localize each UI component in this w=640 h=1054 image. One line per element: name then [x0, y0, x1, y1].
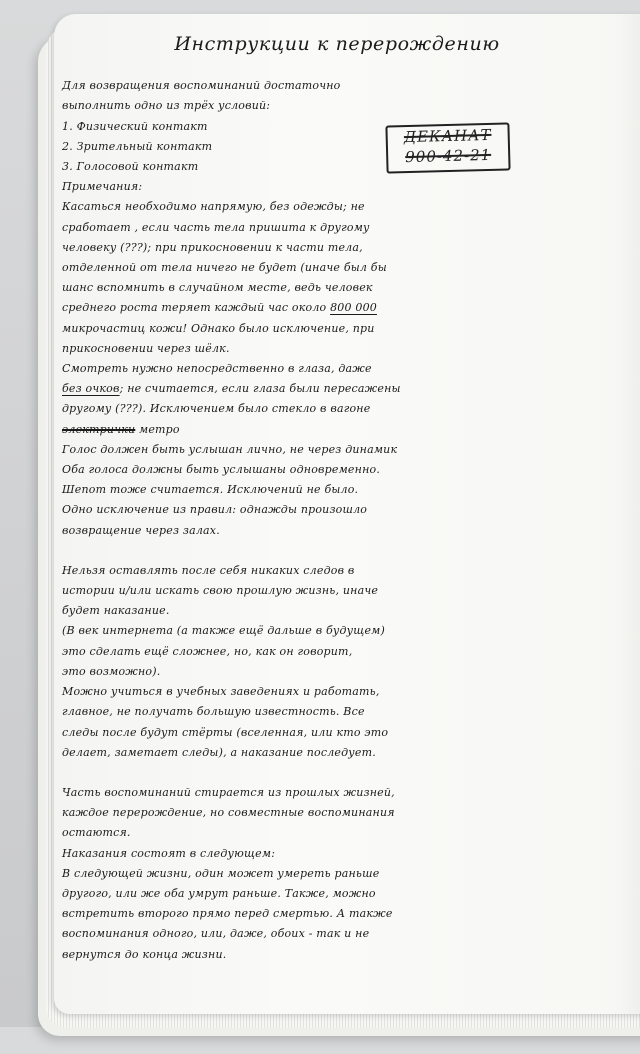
note-line: микрочастиц кожи! Однако было исключение, при [62, 321, 375, 335]
underlined-number: 800 000 [330, 301, 377, 315]
note-line: другому (???). Исключением было стекло в вагоне [62, 402, 371, 416]
crossed-out-contact-box [385, 122, 510, 173]
note-line: встретить второго прямо перед смертью. А также [62, 907, 393, 921]
note-line [62, 298, 640, 318]
note-line: Наказания состоят в следующем: [62, 846, 276, 860]
handwritten-note [62, 34, 640, 965]
note-line [62, 420, 640, 440]
note-line: будет наказание. [62, 604, 170, 618]
condition-item: 3. Голосовой контакт [62, 160, 199, 174]
note-line: Можно учиться в учебных заведениях и работать, [62, 685, 380, 699]
condition-item: 1. Физический контакт [62, 119, 208, 133]
note-line: другого, или же оба умрут раньше. Также, можно [62, 886, 376, 900]
note-line: шанс вспомнить в случайном месте, ведь человек [62, 281, 373, 295]
note-line: Смотреть нужно непосредственно в глаза, даже [62, 362, 372, 376]
note-line: отделенной от тела ничего не будет (иначе был бы [62, 261, 387, 275]
note-line: Одно исключение из правил: однажды произошло [62, 503, 368, 517]
note-line: каждое перерождение, но совместные воспоминания [62, 806, 395, 820]
condition-item: 2. Зрительный контакт [62, 139, 213, 153]
note-line [62, 379, 640, 399]
note-text: среднего роста теряет каждый час около [62, 301, 331, 315]
note-line: воспоминания одного, или, даже, обоих - так и не [62, 927, 370, 941]
note-line: (В век интернета (а также ещё дальше в будущем) [62, 624, 385, 638]
crossed-out-name: ДЕКАНАТ [403, 125, 492, 147]
note-line: В следующей жизни, один может умереть раньше [62, 866, 380, 880]
underlined-text: без очков [62, 382, 120, 396]
note-text: метро [135, 422, 180, 436]
note-line: Голос должен быть услышан лично, не через динамик [62, 442, 398, 456]
note-line: человеку (???); при прикосновении к части тела, [62, 240, 363, 254]
note-line: истории и/или искать свою прошлую жизнь, иначе [62, 584, 379, 598]
paragraph-gap [62, 763, 640, 783]
note-line: возвращение через залах. [62, 523, 220, 537]
note-line: главное, не получать большую известность. Все [62, 705, 365, 719]
note-line: Касаться необходимо напрямую, без одежды; не [62, 200, 365, 214]
page-title: Инструкции к перерождению [174, 33, 500, 55]
note-line: Оба голоса должны быть услышаны одновременно. [62, 463, 381, 477]
note-text: ; не считается, если глаза были пересажены [119, 382, 401, 396]
note-line: сработает , если часть тела пришита к другому [62, 220, 370, 234]
note-line: следы после будут стёрты (вселенная, или кто это [62, 725, 389, 739]
notes-heading: Примечания: [62, 180, 143, 194]
crossed-out-phone: 900-42-21 [405, 145, 492, 167]
note-line: Для возвращения воспоминаний достаточно [62, 79, 341, 93]
paragraph-gap [62, 541, 640, 561]
note-line: это возможно). [62, 664, 161, 678]
note-line: Шепот тоже считается. Исключений не было. [62, 483, 359, 497]
note-line: прикосновении через шёлк. [62, 341, 230, 355]
note-line: это сделать ещё сложнее, но, как он говорит, [62, 644, 353, 658]
note-line: Часть воспоминаний стирается из прошлых жизней, [62, 785, 395, 799]
note-line: Нельзя оставлять после себя никаких следов в [62, 563, 355, 577]
note-line: делает, заметает следы), а наказание последует. [62, 745, 376, 759]
note-line: выполнить одно из трёх условий: [62, 99, 271, 113]
note-line: вернутся до конца жизни. [62, 947, 227, 961]
struck-out-text: электрички [62, 422, 136, 436]
note-line: остаются. [62, 826, 131, 840]
